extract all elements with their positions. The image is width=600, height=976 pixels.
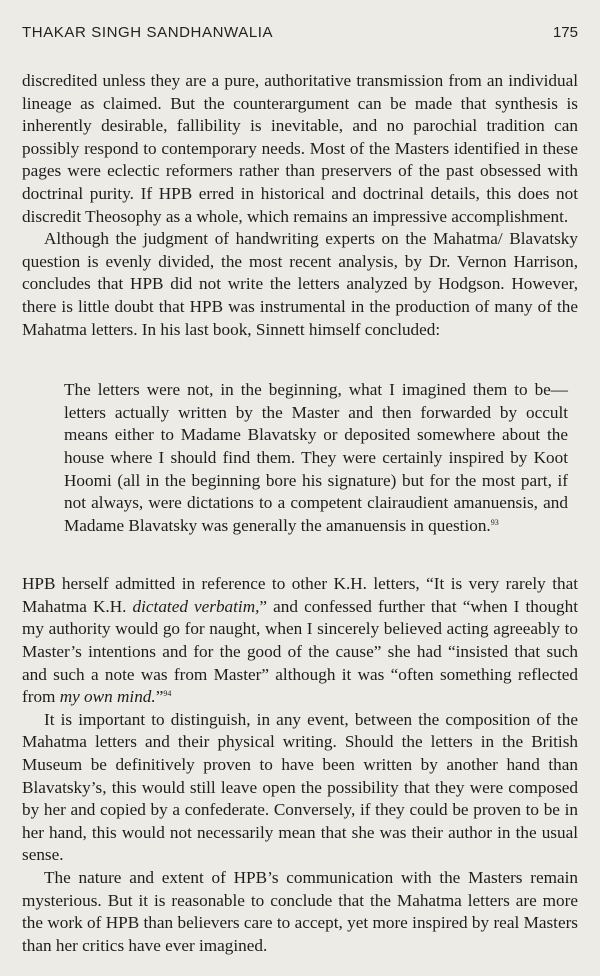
paragraph-4: It is important to distinguish, in any event, between the composition of the Mahatma letters and their physical writing. Should the letters in the British Museum be definitively proven to have been written by another hand than Blavatsky’s, this would still leave open the possibility that they were composed by her and copied by a confederate. Conversely, if they could be proven to be in her hand, this would not necessarily mean that she was their author in the usual sense. [22, 709, 578, 865]
footnote-ref-94: 94 [163, 689, 172, 699]
block-quote-body: The letters were not, in the beginning, what I imagined them to be—letters actually written by the Master and then forwarded by occult means either to Madame Blavatsky or deposited somewhere about the house where I should find them. They were certainly inspired by Koot Hoomi (all in the beginning bore his signature) but for the most part, if not always, were dictations to a competent clairaudient amanuensis, and Madame Blavatsky was generally the amanuensis in question. [64, 380, 568, 535]
paragraph-3 [22, 573, 578, 709]
body-text [22, 70, 578, 957]
running-head: THAKAR SINGH SANDHANWALIA [22, 24, 274, 41]
paragraph-2: Although the judgment of handwriting experts on the Mahatma/ Blavatsky question is evenly divided, the most recent analysis, by Dr. Vernon Harrison, concludes that HPB did not write the letters analyzed by Hodgson. However, there is little doubt that HPB was instrumental in the production of many of the Mahatma letters. In his last book, Sinnett himself concluded: [22, 229, 578, 339]
paragraph-1: discredited unless they are a pure, authoritative transmission from an individual lineage as claimed. But the counterargument can be made that synthesis is inherently desirable, fallibility is inevitable, and no parochial tradition can possibly respond to contemporary needs. Most of the Masters identified in these pages were eclectic reformers rather than preservers of the past obsessed with doctrinal purity. If HPB erred in historical and doctrinal details, this does not discredit Theosophy as a whole, which remains an impressive accomplishment. [22, 71, 578, 226]
paragraph-3-part-b: ” and confessed further that “when I thought my authority would go for naught, when I sincerely believed acting agreeably to Master’s intentions and for the good of the cause” she had “insisted that such and such a note was from Master” although it was “often something reflected from [22, 596, 579, 707]
emphasis-dictated-verbatim: dictated verbatim, [132, 596, 260, 616]
footnote-ref-93: 93 [490, 517, 499, 527]
paragraph-3-part-c: ” [155, 687, 164, 707]
block-quote-text [64, 379, 568, 537]
block-quote [64, 379, 568, 537]
page-header [22, 24, 578, 54]
page-number: 175 [552, 24, 578, 41]
paragraph-5: The nature and extent of HPB’s communication with the Masters remain mysterious. But it is reasonable to conclude that the Mahatma letters are more the work of HPB than believers care to accept, yet more inspired by real Masters than her critics have ever imagined. [22, 868, 578, 955]
paragraph-3-part-a: HPB herself admitted in reference to other K.H. letters, “It is very rarely that Mahatma K.H. [22, 574, 578, 616]
emphasis-my-own-mind: my own mind. [59, 687, 156, 707]
